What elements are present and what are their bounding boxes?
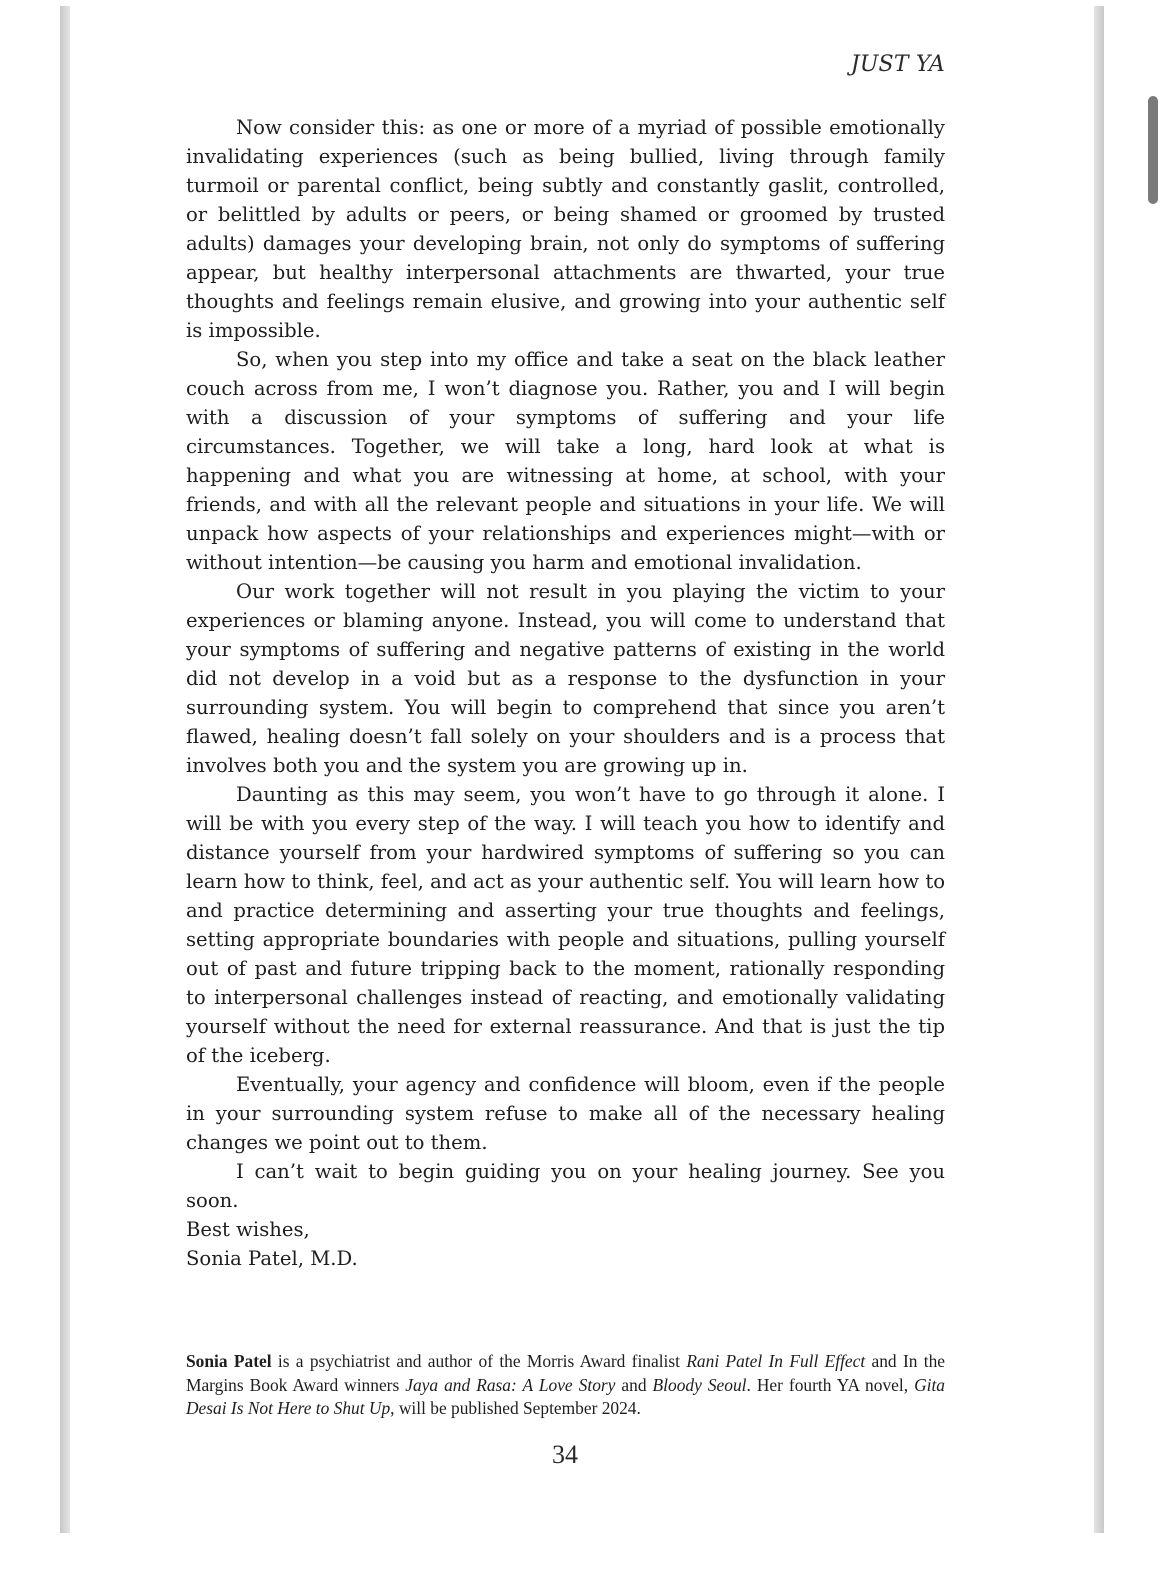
bio-text: and — [615, 1374, 653, 1395]
book-title: Bloody Seoul — [652, 1374, 747, 1395]
page-edge-right — [1094, 6, 1104, 1533]
page-number: 34 — [552, 1440, 578, 1469]
paragraph: Our work together will not result in you playing the victim to your experiences or blaming anyone. Instead, you will come to understand that your symptoms of suffering and negative patterns of existing in the world did not develop in a void but as a response to the dysfunction in your surrounding system. You will begin to comprehend that since you aren’t flawed, healing doesn’t fall solely on your shoulders and is a process that involves both you and the system you are growing up in. — [186, 580, 945, 777]
paragraph: Daunting as this may seem, you won’t have to go through it alone. I will be with you every step of the way. I will teach you how to identify and distance yourself from your hardwired symptoms of suffering so you can learn how to think, feel, and act as your authentic self. You will learn how to and practice determining and asserting your true thoughts and feelings, setting appropriate boundaries with people and situations, pulling yourself out of past and future tripping back to the moment, rationally responding to interpersonal challenges instead of reacting, and emotionally validating yourself without the need for external reassurance. And that is just the tip of the iceberg. — [186, 783, 945, 1067]
bio-text: is a psychiatrist and author of the Morris Award finalist — [271, 1351, 687, 1371]
bio-text: . Her fourth YA novel, — [746, 1374, 915, 1395]
book-title: Gita Desai Is Not Here to Shut Up — [186, 1374, 945, 1418]
page-edge-left — [60, 6, 70, 1533]
bio-text: and In the Margins Book Award winners — [186, 1351, 946, 1395]
bio-text: , will be published September 2024. — [390, 1398, 641, 1418]
paragraph: Now consider this: as one or more of a myriad of possible emotionally invalidating experiences (such as being bullied, living through family turmoil or parental conflict, being subtly and constantly gaslit, controlled, or belittled by adults or peers, or being shamed or groomed by trusted adults) damages your developing brain, not only do symptoms of suffering appear, but healthy interpersonal attachments are thwarted, your true thoughts and feelings remain elusive, and growing into your authentic self is impossible. — [186, 116, 945, 342]
book-title: Rani Patel In Full Effect — [686, 1351, 866, 1371]
paragraph: Eventually, your agency and confidence will bloom, even if the people in your surrounding system refuse to make all of the necessary healing changes we point out to them. — [186, 1073, 945, 1154]
author-name: Sonia Patel — [186, 1351, 272, 1371]
closing: Best wishes, — [186, 1218, 310, 1241]
body-text — [186, 113, 945, 1273]
book-title: Jaya and Rasa: A Love Story — [405, 1374, 616, 1395]
signoff — [186, 1215, 945, 1273]
signature: Sonia Patel, M.D. — [186, 1247, 358, 1270]
author-bio — [186, 1350, 945, 1421]
running-head: JUST YA — [850, 52, 945, 77]
paragraph: So, when you step into my office and take a seat on the black leather couch across from me, I won’t diagnose you. Rather, you and I will begin with a discussion of your symptoms of suffering and your life circumstances. Together, we will take a long, hard look at what is happening and what you are witnessing at home, at school, with your friends, and with all the relevant people and situations in your life. We will unpack how aspects of your relationships and experiences might—with or without intention—be causing you harm and emotional invalidation. — [186, 348, 945, 574]
paragraph: I can’t wait to begin guiding you on your healing journey. See you soon. — [186, 1160, 945, 1212]
scrollbar-thumb[interactable] — [1148, 96, 1158, 204]
